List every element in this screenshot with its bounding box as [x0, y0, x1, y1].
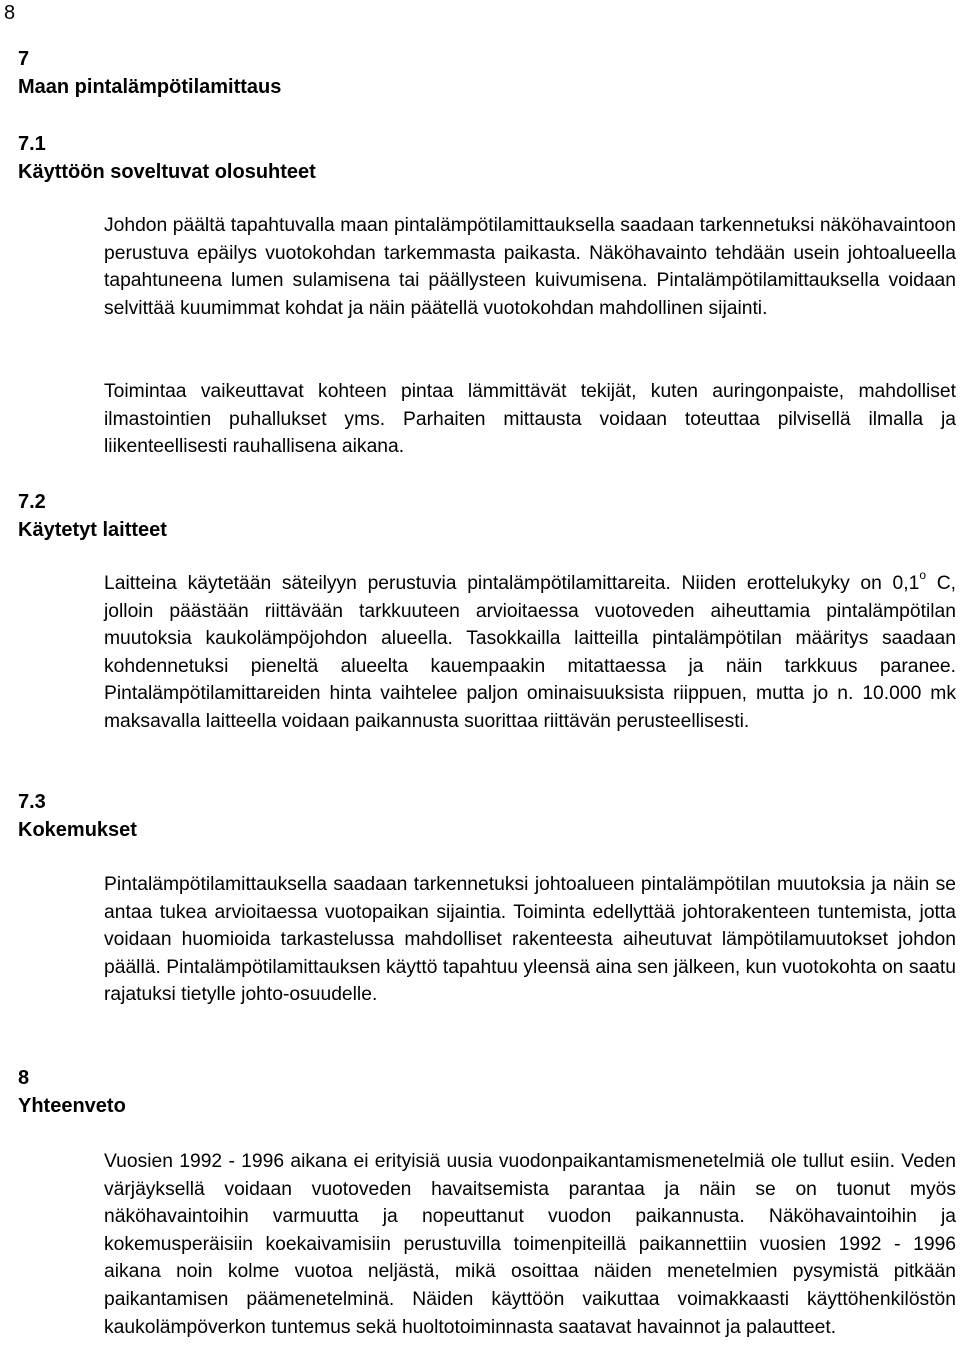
section-heading-7-3 [18, 788, 137, 844]
section-number: 7.1 [18, 133, 46, 155]
section-heading-7-2 [18, 488, 167, 544]
paragraph-8: Vuosien 1992 - 1996 aikana ei erityisiä uusia vuodonpaikantamismenetelmiä ole tullut esiin. Veden värjäyksellä voidaan vuotoveden havaitsemista parantaa ja näin se on tuonut myös näköhavaintoihin varmuutta ja nopeuttanut vuodon paikannusta. Näköhavaintoihin ja kokemusperäisiin koekaivamisiin perustuvilla toimenpiteillä paikannettiin vuosien 1992 - 1996 aikana noin kolme vuotoa neljästä, mikä osoittaa näiden menetelmien pysymistä pitkään paikantamisen päämenetelminä. Näiden käyttöön vaikuttaa voimakkaasti käyttöhenkilöstön kaukolämpöverkon tuntemus sekä huoltotoiminnasta saatavat havainnot ja palautteet. [104, 1151, 956, 1338]
section-heading-7-1 [18, 130, 316, 186]
section-title: Käytetyt laitteet [18, 519, 167, 541]
section-number: 7.3 [18, 791, 46, 813]
page-number: 8 [4, 2, 16, 24]
paragraph-7-1-a: Johdon päältä tapahtuvalla maan pintalämpötilamittauksella saadaan tarkennetuksi näköhavaintoon perustuva epäilys vuotokohdan tarkemmasta paikasta. Näköhavainto tehdään usein johtoalueella tapahtuneena lumen sulamisena tai päällysteen kuivumisena. Pintalämpötilamittauksella voidaan selvittää kuumimmat kohdat ja näin päätellä vuotokohdan mahdollinen sijainti. [104, 215, 956, 319]
degree-superscript: o [919, 568, 927, 582]
paragraph-7-1-b: Toimintaa vaikeuttavat kohteen pintaa lämmittävät tekijät, kuten auringonpaiste, mahdolliset ilmastointien puhallukset yms. Parhaiten mittausta voidaan toteuttaa pilvisellä ilmalla ja liikenteellisesti rauhallisena aikana. [104, 381, 956, 458]
chapter-title: Maan pintalämpötilamittaus [18, 76, 282, 98]
section-number: 7.2 [18, 491, 46, 513]
paragraph-text: C, jolloin päästään riittävään tarkkuuteen arvioitaessa vuotoveden aiheuttamia pintalämpötilan muutoksia kaukolämpöjohdon alueella. Tasokkailla laitteilla pintalämpötilan määritys saadaan kohdennetuksi pieneltä alueelta kauempaakin mitattaessa ja näin tarkkuus paranee. Pintalämpötilamittareiden hinta vaihtelee paljon ominaisuuksista riippuen, mutta jo n. 10.000 mk maksavalla laitteella voidaan paikannusta suorittaa riittävän perusteellisesti. [104, 573, 957, 732]
section-title: Käyttöön soveltuvat olosuhteet [18, 161, 316, 183]
section-title: Kokemukset [18, 819, 137, 841]
chapter-heading-7 [18, 45, 281, 101]
chapter-title: Yhteenveto [18, 1095, 126, 1117]
chapter-number: 7 [18, 48, 30, 70]
paragraph-7-2 [104, 570, 956, 736]
paragraph-7-3: Pintalämpötilamittauksella saadaan tarkennetuksi johtoalueen pintalämpötilan muutoksia ja näin se antaa tukea arvioitaessa vuotopaikan sijaintia. Toiminta edellyttää johtorakenteen tuntemista, jotta voidaan huomioida tarkastelussa mahdolliset rakenteesta aiheutuvat lämpötilamuutokset johdon päällä. Pintalämpötilamittauksen käyttö tapahtuu yleensä aina sen jälkeen, kun vuotokohta on saatu rajatuksi tietylle johto-osuudelle. [104, 874, 956, 1006]
chapter-number: 8 [18, 1067, 30, 1089]
chapter-heading-8 [18, 1064, 126, 1120]
paragraph-text: Laitteina käytetään säteilyyn perustuvia pintalämpötilamittareita. Niiden erottelukyky on 0,1 [104, 573, 920, 594]
